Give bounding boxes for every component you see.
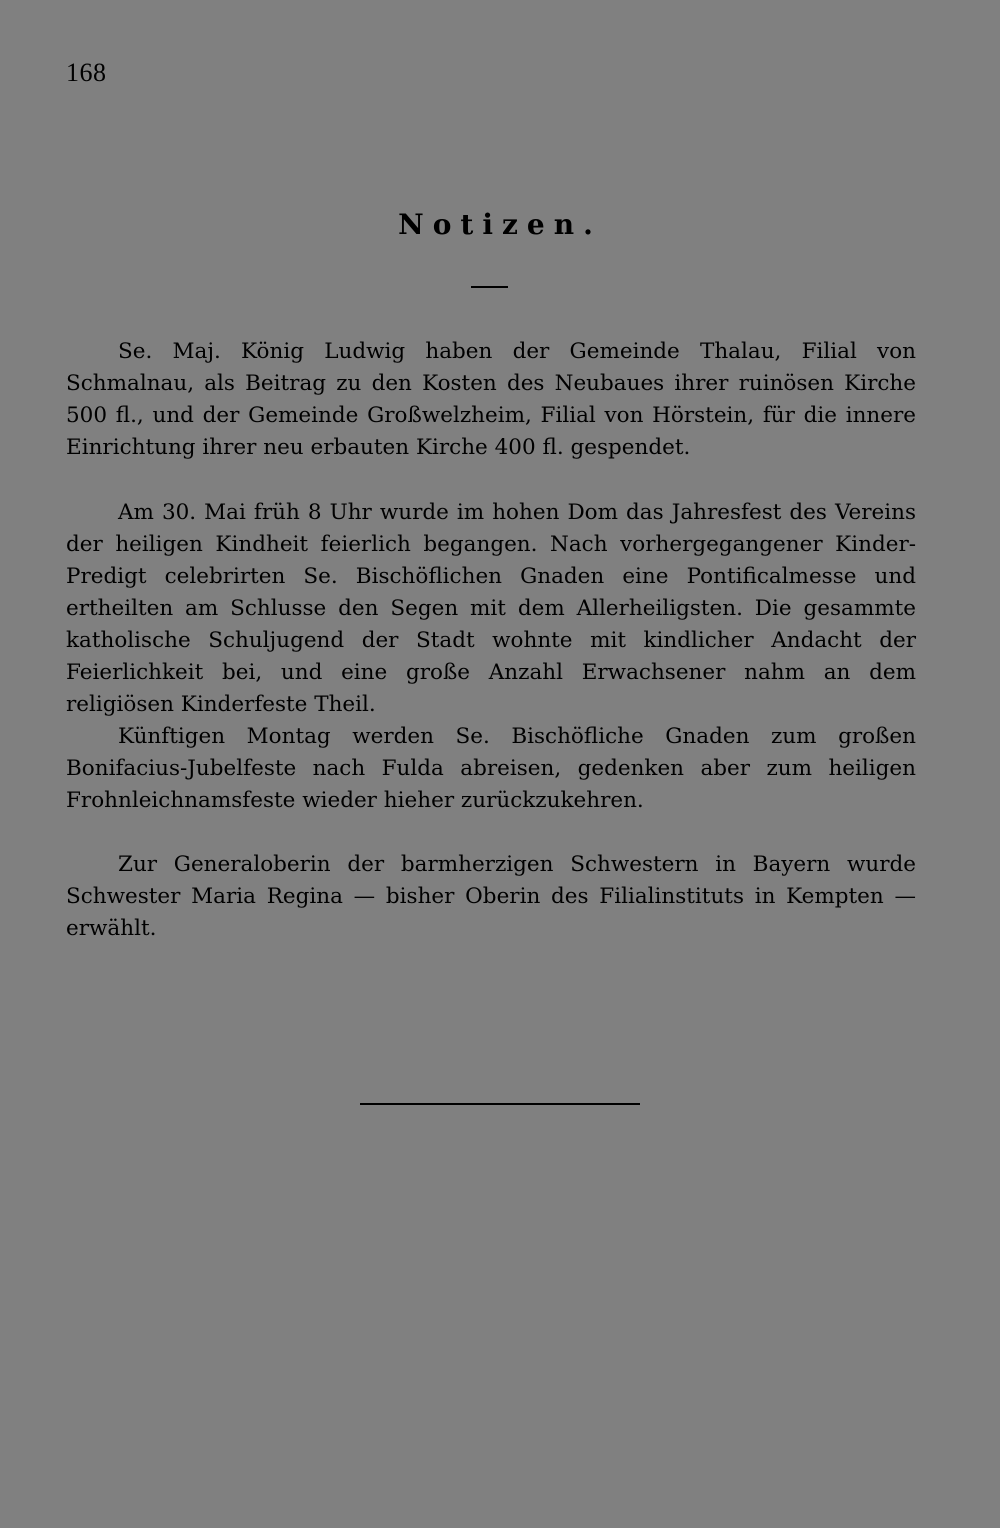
paragraph-holy-childhood-feast: Am 30. Mai früh 8 Uhr wurde im hohen Dom das Jahresfest des Vereins der heiligen Kindheit feierlich begangen. Nach vorhergegangener Kinder-Predigt celebrirten Se. Bischöflichen Gnaden eine Pontificalmesse und ertheilten am Schlusse den Segen mit dem Allerheiligsten. Die gesammte katholische Schuljugend der Stadt wohnte mit kindlicher Andacht der Feierlichkeit bei, und eine große Anzahl Erwachsener nahm an dem religiösen Kinderfeste Theil.	[66, 500, 916, 717]
end-divider	[360, 1103, 640, 1105]
page-number: 168	[66, 58, 107, 87]
title-divider	[471, 286, 508, 288]
paragraph-bonifacius-jubilee: Künftigen Montag werden Se. Bischöfliche Gnaden zum großen Bonifacius-Jubelfeste nach Fulda abreisen, gedenken aber zum heiligen Frohnleichnamsfeste wieder hieher zurückzukehren.	[66, 724, 916, 813]
paragraph-royal-donation: Se. Maj. König Ludwig haben der Gemeinde Thalau, Filial von Schmalnau, als Beitrag zu den Kosten des Neubaues ihrer ruinösen Kirche 500 fl., und der Gemeinde Großwelzheim, Filial von Hörstein, für die innere Einrichtung ihrer neu erbauten Kirche 400 fl. gespendet.	[66, 339, 916, 460]
paragraph-superior-general: Zur Generaloberin der barmherzigen Schwestern in Bayern wurde Schwester Maria Regina — bisher Oberin des Filialinstituts in Kempten — erwählt.	[66, 852, 916, 941]
section-title: Notizen.	[398, 208, 602, 241]
